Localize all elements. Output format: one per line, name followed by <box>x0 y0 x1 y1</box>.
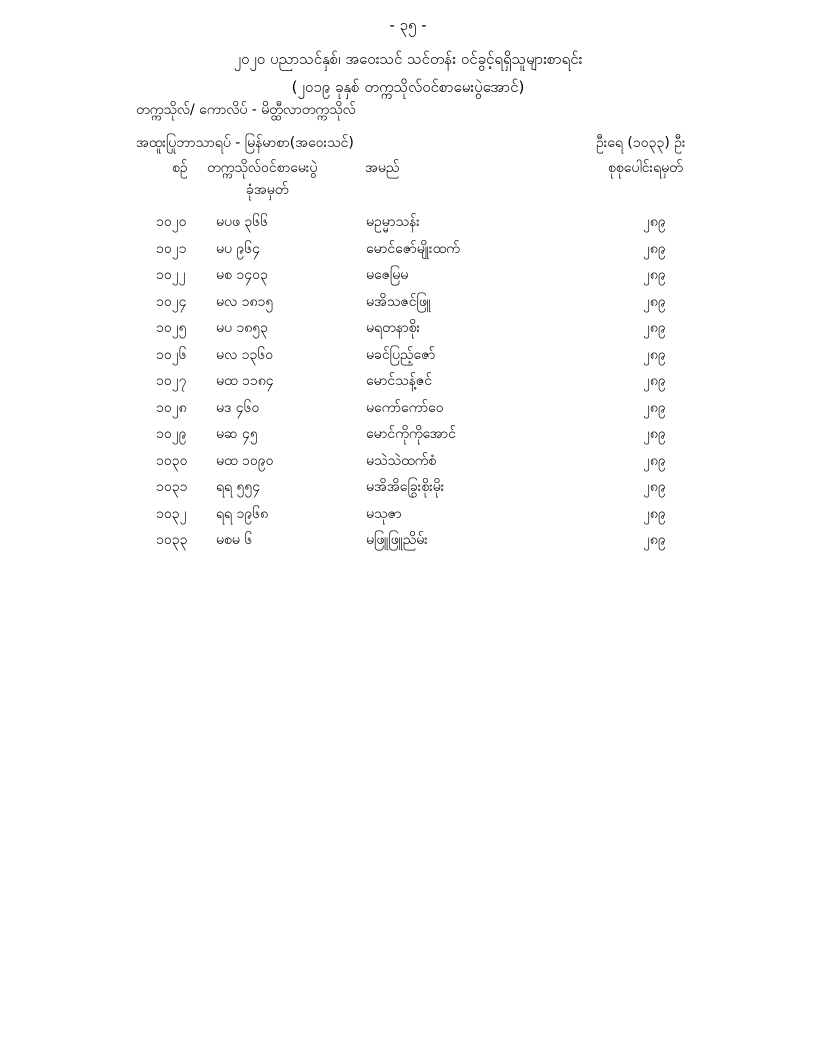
row-total-marks: ၂၈၉ <box>643 240 666 257</box>
table-row <box>0 367 816 394</box>
row-total-marks: ၂၈၉ <box>643 346 666 363</box>
row-total-marks: ၂၈၉ <box>643 373 666 389</box>
university-label: တက္ကသိုလ်/ ကောလိပ် - မိတ္ထီလာတက္ကသိုလ် <box>136 102 356 118</box>
header-roll-number: တက္ကသိုလ်ဝင်စာမေးပွဲ <box>207 160 318 176</box>
row-name: မဇေမြမ <box>366 267 409 283</box>
row-roll-number: မလ ၁၈၁၅ <box>216 293 274 310</box>
row-name: မအိသဇင်ဖြူ <box>366 293 431 310</box>
header-total-marks: စုစုပေါင်းရမှတ် <box>608 160 683 176</box>
table-row <box>0 473 816 500</box>
row-name: မောင်ဇော်မျိုးထက် <box>366 240 460 257</box>
header-roll-number-line2: ခုံအမှတ် <box>246 182 289 198</box>
row-total-marks: ၂၈၉ <box>643 399 666 416</box>
table-row <box>0 288 816 315</box>
row-no: ၁၀၃၂ <box>156 505 187 522</box>
document-subtitle: (၂၀၁၉ ခုနှစ် တက္ကသိုလ်ဝင်စာမေးပွဲအောင်) <box>291 78 525 96</box>
table-row <box>0 420 816 447</box>
row-name: မသဲသဲထက်စံ <box>366 452 437 469</box>
row-roll-number: ရရ ၁၉၆၈ <box>216 505 269 522</box>
row-no: ၁၀၂၀ <box>156 214 187 230</box>
row-roll-number: မပဖ ၃၆၆ <box>216 214 269 230</box>
page-number: - ၃၅ - <box>389 16 427 34</box>
table-row <box>0 447 816 474</box>
document-title: ၂၀၂၀ ပညာသင်နှစ်၊ အဝေးသင် သင်တန်း ဝင်ခွင့်ရရှိသူများစာရင်း <box>233 50 583 68</box>
table-row <box>0 314 816 341</box>
row-roll-number: မစ ၁၄၀၃ <box>216 267 268 283</box>
row-total-marks: ၂၈၉ <box>643 452 666 469</box>
row-roll-number: မပ ၁၈၅၃ <box>216 320 269 336</box>
row-total-marks: ၂၈၉ <box>643 214 666 230</box>
row-total-marks: ၂၈၉ <box>643 320 666 336</box>
row-total-marks: ၂၈၉ <box>643 293 666 310</box>
table-row <box>0 394 816 421</box>
row-total-marks: ၂၈၉ <box>643 426 666 442</box>
subject-label: အထူးပြုဘာသာရပ် - မြန်မာစာ(အဝေးသင်) <box>136 135 354 151</box>
header-no: စဉ် <box>172 160 188 176</box>
row-no: ၁၀၂၁ <box>156 240 187 257</box>
results-table <box>0 208 816 553</box>
row-name: မရတနာစိုး <box>366 320 421 336</box>
row-no: ၁၀၂၅ <box>156 320 187 336</box>
row-roll-number: မလ ၁၃၆၀ <box>216 346 274 363</box>
row-no: ၁၀၂၈ <box>156 399 187 416</box>
row-name: မကော်ကော်ဝေ <box>366 399 444 416</box>
row-roll-number: မပ ၉၆၄ <box>216 240 261 257</box>
row-roll-number: မဒ ၄၆၀ <box>216 399 260 416</box>
row-no: ၁၀၃၃ <box>156 532 188 548</box>
row-no: ၁၀၂၂ <box>156 267 186 283</box>
table-row <box>0 235 816 262</box>
row-name: မဖြူဖြူညိမ်း <box>366 532 428 548</box>
table-row <box>0 208 816 235</box>
row-roll-number: မဆ ၄၅ <box>216 426 258 442</box>
row-no: ၁၀၂၉ <box>156 426 187 442</box>
row-roll-number: ရရ ၅၅၄ <box>216 479 261 495</box>
row-no: ၁၀၃၀ <box>156 452 188 469</box>
row-name: မောင်သန့်ဇင် <box>366 373 432 389</box>
table-row <box>0 261 816 288</box>
row-roll-number: မထ ၁၁၈၄ <box>216 373 274 389</box>
header-name: အမည် <box>365 160 400 176</box>
table-row <box>0 500 816 527</box>
row-name: မခင်ပြည့်ဇော် <box>366 346 436 363</box>
table-row <box>0 526 816 553</box>
row-no: ၁၀၂၆ <box>156 346 187 363</box>
total-count: ဦးရေ (၁၀၃၃) ဦး <box>596 135 686 151</box>
row-no: ၁၀၂၇ <box>156 373 187 389</box>
row-name: မအိအိခြွေးစိုးမိုး <box>366 479 445 495</box>
row-total-marks: ၂၈၉ <box>643 532 666 548</box>
row-roll-number: မထ ၁၀၉၀ <box>216 452 274 469</box>
table-row <box>0 341 816 368</box>
row-total-marks: ၂၈၉ <box>643 267 666 283</box>
row-total-marks: ၂၈၉ <box>643 479 666 495</box>
row-name: မောင်ကိုကိုအောင် <box>366 426 456 442</box>
row-roll-number: မစမ ၆ <box>216 532 253 548</box>
row-name: မသုဇာ <box>366 505 402 522</box>
row-name: မဥမ္မာသန်း <box>366 214 420 230</box>
row-no: ၁၀၃၁ <box>156 479 188 495</box>
row-no: ၁၀၂၄ <box>156 293 187 310</box>
row-total-marks: ၂၈၉ <box>643 505 666 522</box>
